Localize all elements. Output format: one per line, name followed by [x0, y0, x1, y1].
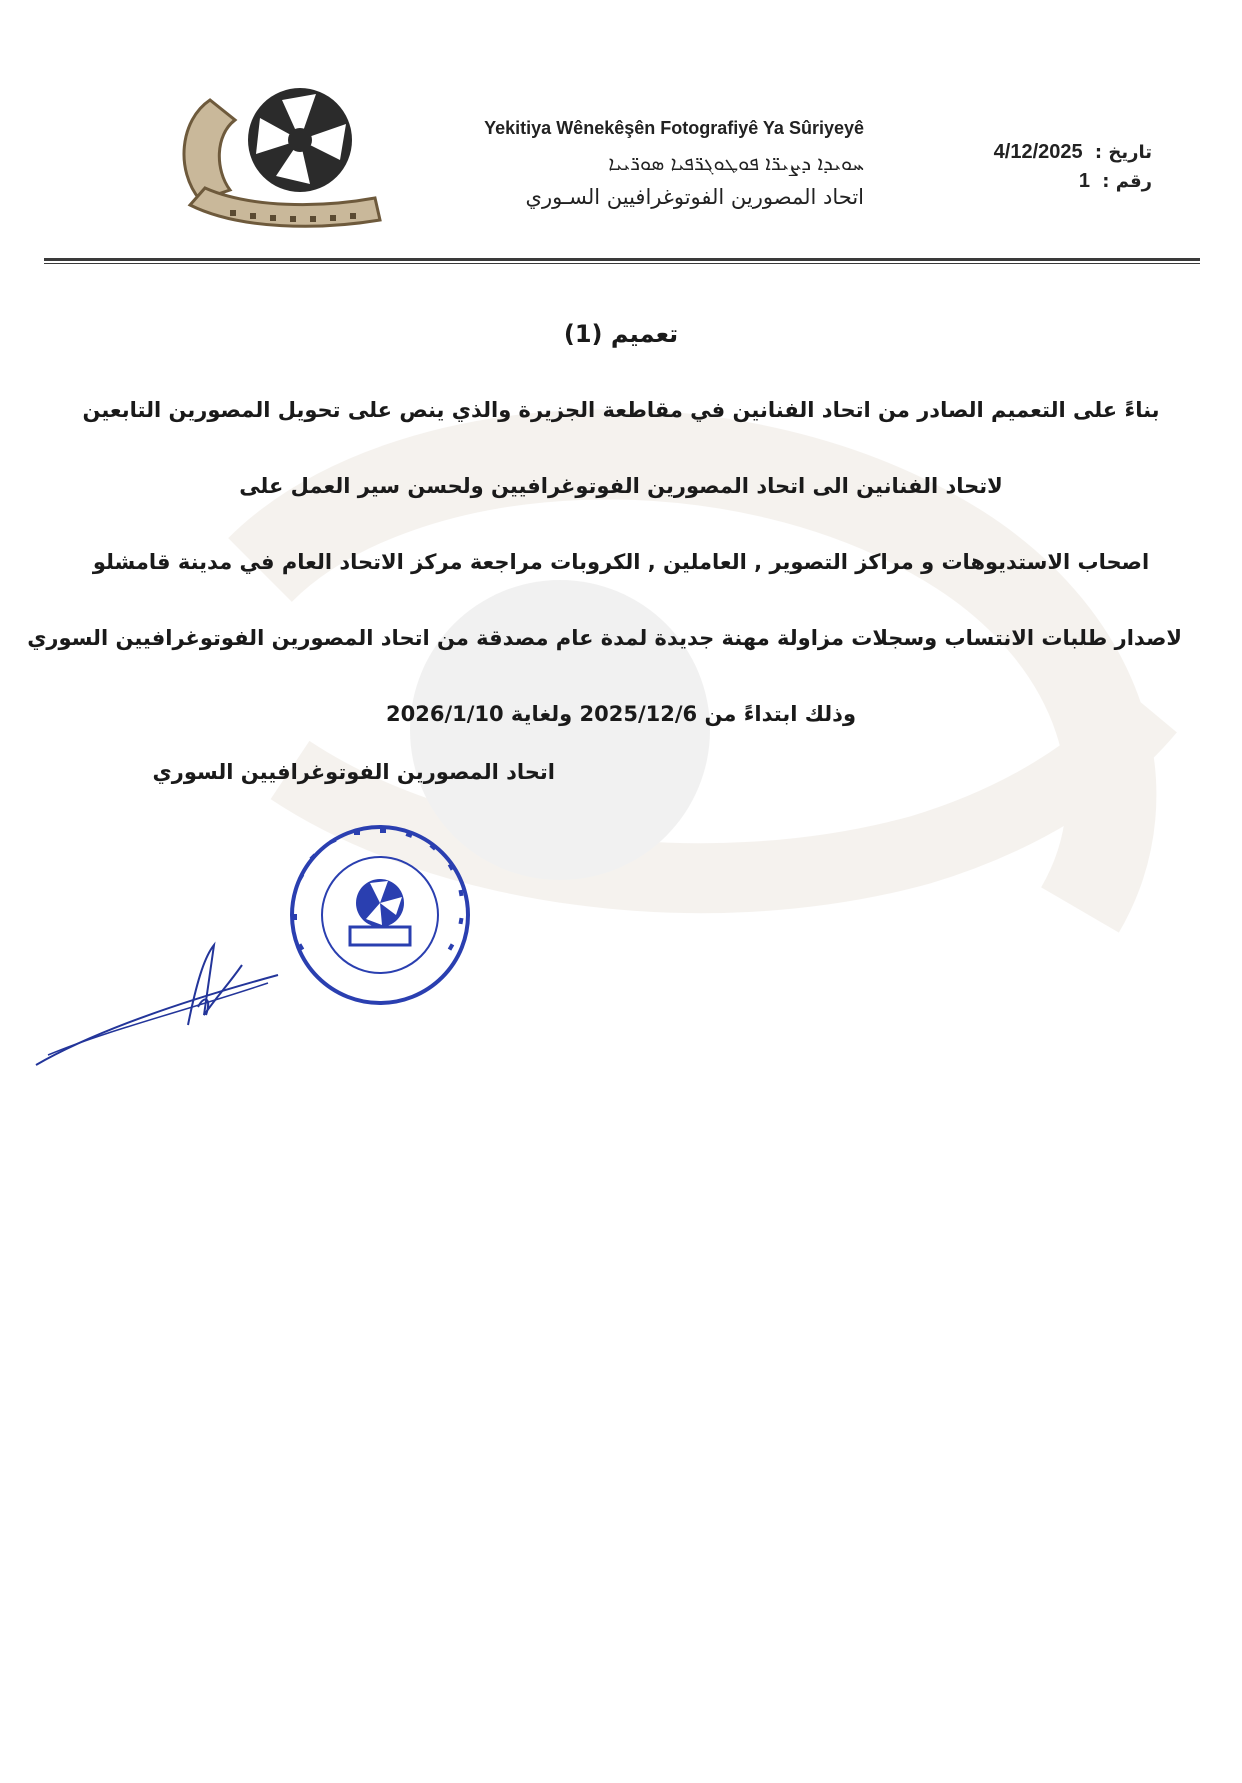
number-row — [952, 167, 1152, 196]
date-label: تاريخ : — [1094, 142, 1152, 163]
handwritten-signature — [28, 935, 308, 1075]
date-row — [952, 138, 1152, 167]
number-value: 1 — [1078, 170, 1090, 192]
org-name-latin: Yekitiya Wênekêşên Fotografiyê Ya Sûriyeyê — [484, 118, 864, 138]
body-line: لاتحاد الفنانين الى اتحاد المصورين الفوتوغرافيين ولحسن سير العمل على — [239, 474, 1003, 498]
organization-name-block — [484, 118, 864, 209]
document-body — [27, 390, 1182, 770]
signatory-name: اتحاد المصورين الفوتوغرافيين السوري — [152, 760, 555, 784]
body-line: وذلك ابتداءً من 2025/12/6 ولغاية 2026/1/10 — [386, 702, 856, 726]
org-name-arabic: اتحاد المصورين الفوتوغرافيين السـوري — [525, 185, 864, 209]
body-line: لاصدار طلبات الانتساب وسجلات مزاولة مهنة جديدة لمدة عام مصدقة من اتحاد المصورين الفوتوغرافيين السوري — [27, 626, 1182, 650]
body-line: اصحاب الاستديوهات و مراكز التصوير , العاملين , الكروبات مراجعة مركز الاتحاد العام في مدينة قامشلو — [92, 550, 1150, 574]
number-label: رقم : — [1102, 171, 1152, 192]
date-value: 4/12/2025 — [993, 141, 1083, 163]
document-title: تعميم (1) — [563, 320, 679, 348]
union-logo — [170, 80, 420, 240]
body-line: بناءً على التعميم الصادر من اتحاد الفنانين في مقاطعة الجزيرة والذي ينص على تحويل المصورين التابعين — [82, 398, 1160, 422]
document-meta — [952, 138, 1152, 196]
org-name-syriac: ܚܘܝܕܐ ܕܨܝܪ̈ܐ ܦܘܛܘܓܪ̈ܦܝܐ ܣܘܪ̈ܝܝܐ — [608, 151, 864, 175]
header-divider — [44, 258, 1200, 264]
